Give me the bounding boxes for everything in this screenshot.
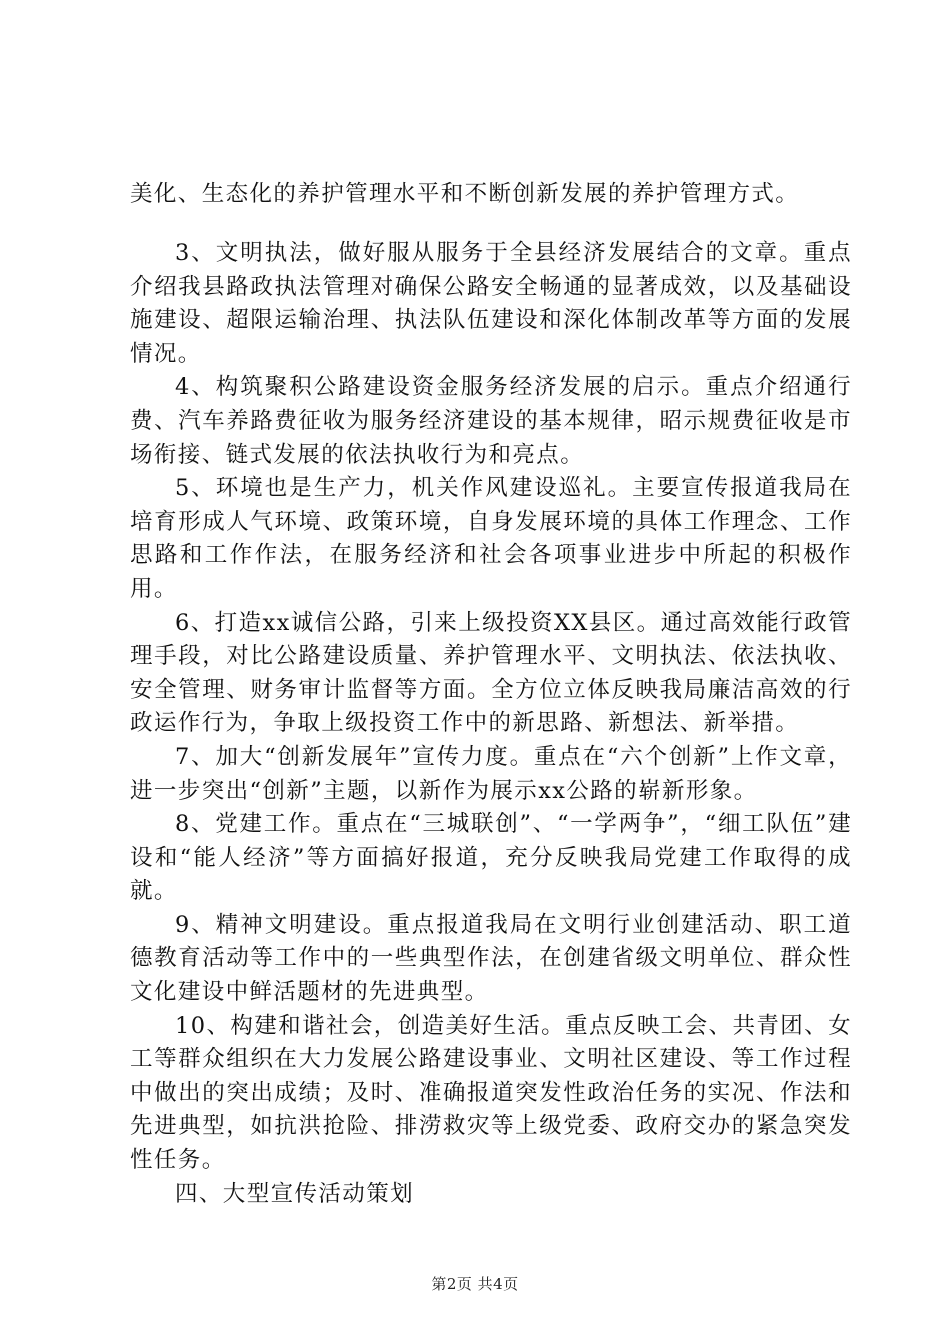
paragraph-item-8: 8、党建工作。重点在“三城联创”、“一学两争”，“细工队伍”建设和“能人经济”等方面搞好报道，充分反映我局党建工作取得的成就。 (130, 811, 852, 905)
paragraph-item-6: 6、打造xx诚信公路，引来上级投资XX县区。通过高效能行政管理手段，对比公路建设质量、养护管理水平、文明执法、依法执收、安全管理、财务审计监督等方面。全方位立体反映我局廉洁高效的行政运作行为，争取上级投资工作中的新思路、新想法、新举措。 (130, 609, 852, 737)
continued-text-line: 美化、生态化的养护管理水平和不断创新发展的养护管理方式。 (130, 181, 800, 207)
paragraph-item-10: 10、构建和谐社会，创造美好生活。重点反映工会、共青团、女工等群众组织在大力发展公路建设事业、文明社区建设、等工作过程中做出的突出成绩；及时、准确报道突发性政治任务的实况、作法和先进典型，如抗洪抢险、排涝救灾等上级党委、政府交办的紧急突发性任务。 (130, 1012, 852, 1174)
paragraph-item-7: 7、加大“创新发展年”宣传力度。重点在“六个创新”上作文章，进一步突出“创新”主题，以新作为展示xx公路的崭新形象。 (130, 743, 852, 804)
document-body (130, 237, 852, 1211)
paragraph-item-9: 9、精神文明建设。重点报道我局在文明行业创建活动、职工道德教育活动等工作中的一些典型作法，在创建省级文明单位、群众性文化建设中鲜活题材的先进典型。 (130, 911, 852, 1006)
page-number-footer: 第2页 共4页 (431, 1275, 519, 1293)
section-heading: 四、大型宣传活动策划 (175, 1180, 415, 1207)
paragraph-item-4: 4、构筑聚积公路建设资金服务经济发展的启示。重点介绍通行费、汽车养路费征收为服务经济建设的基本规律，昭示规费征收是市场衔接、链式发展的依法执收行为和亮点。 (130, 374, 852, 468)
paragraph-item-5: 5、环境也是生产力，机关作风建设巡礼。主要宣传报道我局在培育形成人气环境、政策环境，自身发展环境的具体工作理念、工作思路和工作作法，在服务经济和社会各项事业进步中所起的积极作用。 (130, 475, 852, 602)
paragraph-item-3: 3、文明执法，做好服从服务于全县经济发展结合的文章。重点介绍我县路政执法管理对确保公路安全畅通的显著成效，以及基础设施建设、超限运输治理、执法队伍建设和深化体制改革等方面的发展情况。 (130, 240, 852, 367)
